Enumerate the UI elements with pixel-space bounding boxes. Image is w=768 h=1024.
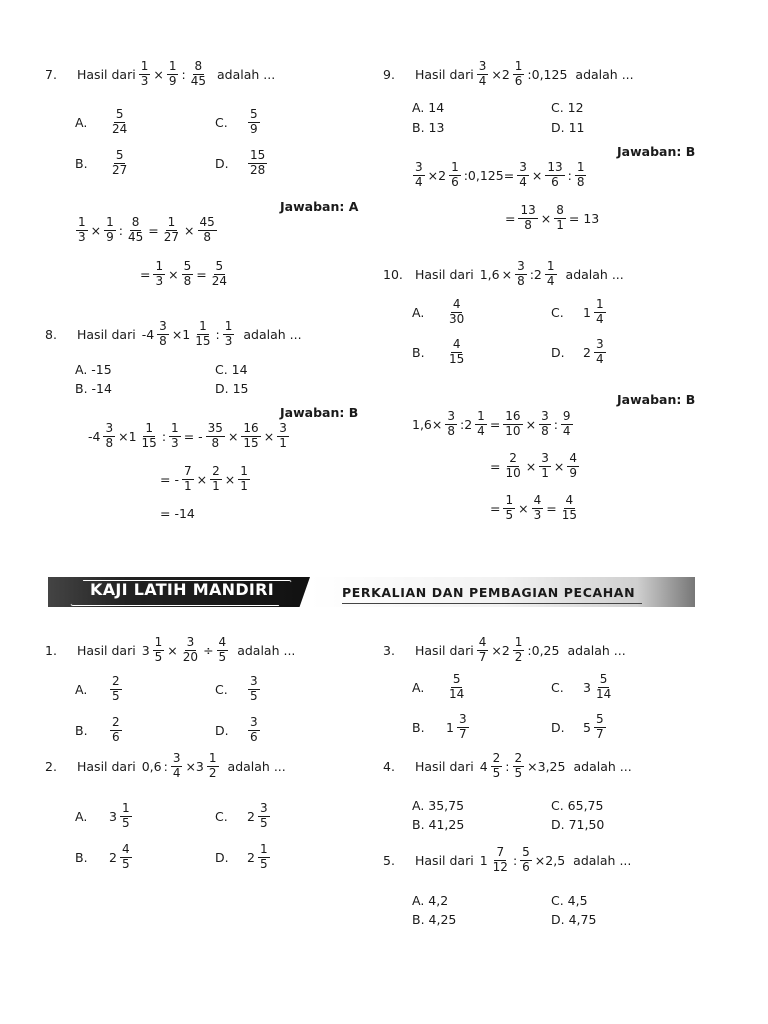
option-b: B. $\frac{2}{6}$ [75,715,120,744]
option-a: A. $\frac{4}{30}$ [412,297,465,326]
option-d: D. $\frac{3}{6}$ [215,715,258,744]
exercise-5: 5. Hasil dari 1 $\frac{7}{12}$ : $\frac{5}{6}$ ×2,5 adalah ... [383,845,632,874]
option-c: C. 1 $\frac{1}{4}$ [551,297,604,326]
option-b: B. 41,25 [412,817,465,832]
solution-result: = -14 [160,506,195,521]
option-c: C. 12 [551,100,584,115]
option-a: A. 35,75 [412,798,465,813]
option-b: B. -14 [75,381,112,396]
option-d: D. 71,50 [551,817,605,832]
option-a: A. 14 [412,100,445,115]
option-d: D. 2 $\frac{3}{4}$ [551,337,604,366]
option-a: A. $\frac{2}{5}$ [75,674,120,703]
option-d: D. 15 [215,381,249,396]
option-d: D. 2 $\frac{1}{5}$ [215,842,268,871]
solution-step: $\frac{1}{3}$ × $\frac{1}{9}$ : $\frac{8}{45}$ = $\frac{1}{27}$ × $\frac{45}{8}$ [78,215,215,244]
option-c: C. $\frac{3}{5}$ [215,674,258,703]
solution-step: = $\frac{1}{3}$ × $\frac{5}{8}$ = $\frac{5}{24}$ [140,259,228,288]
question-9: 9. Hasil dari $\frac{3}{4}$ ×2 $\frac{1}{6}$ :0,125 adalah ... [383,59,634,88]
fraction: $\frac{1}{9}$ [168,59,177,88]
option-c: C. 14 [215,362,248,377]
option-d: D. 11 [551,120,585,135]
solution-step: = $\frac{2}{10}$ × $\frac{3}{1}$ × $\frac{4}{9}$ [490,451,578,480]
exercise-3: 3. Hasil dari $\frac{4}{7}$ ×2 $\frac{1}{2}$ :0,25 adalah ... [383,635,626,664]
option-b: B. 2 $\frac{4}{5}$ [75,842,130,871]
option-b: B. 1 $\frac{3}{7}$ [412,712,467,741]
exercise-4: 4. Hasil dari 4 $\frac{2}{5}$ : $\frac{2}{5}$ ×3,25 adalah ... [383,751,632,780]
option-a: A. $\frac{5}{24}$ [75,107,128,136]
solution-step: $\frac{3}{4}$ ×2 $\frac{1}{6}$ :0,125= $\frac{3}{4}$ × $\frac{13}{6}$ : $\frac{1}{8}$ [415,160,585,189]
solution-step: = $\frac{13}{8}$ × $\frac{8}{1}$ = 13 [505,203,600,232]
option-d: D. 5 $\frac{5}{7}$ [551,712,604,741]
answer-label: Jawaban: A [280,199,359,214]
question-number: 7. [45,66,57,82]
option-a: A. 4,2 [412,893,449,908]
option-c: C. 4,5 [551,893,588,908]
answer-label: Jawaban: B [280,405,359,420]
section-title: KAJI LATIH MANDIRI [90,580,275,599]
option-b: B. 4,25 [412,912,457,927]
solution-step: 1,6× $\frac{3}{8}$ :2 $\frac{1}{4}$ = $\frac{16}{10}$ × $\frac{3}{8}$ : $\frac{9}{4}$ [412,409,571,438]
answer-label: Jawaban: B [617,144,696,159]
option-a: A. 3 $\frac{1}{5}$ [75,801,130,830]
option-c: C. 65,75 [551,798,604,813]
solution-step: = $\frac{1}{5}$ × $\frac{4}{3}$ = $\frac{4}{15}$ [490,493,578,522]
option-d: D. 4,75 [551,912,597,927]
question-10: 10. Hasil dari 1,6 × $\frac{3}{8}$ :2 $\frac{1}{4}$ adalah ... [383,259,624,288]
option-b: B. $\frac{4}{15}$ [412,337,465,366]
question-text: Hasil dari [77,66,136,82]
divider [342,603,642,604]
option-a: A. -15 [75,362,112,377]
option-c: C. $\frac{5}{9}$ [215,107,258,136]
answer-label: Jawaban: B [617,392,696,407]
question-7: 7. Hasil dari $\frac{1}{3}$ × $\frac{1}{9}$ : $\frac{8}{45}$ adalah ... [45,59,276,88]
question-8: 8. Hasil dari -4 $\frac{3}{8}$ ×1 $\frac{1}{15}$ : $\frac{1}{3}$ adalah ... [45,319,302,348]
option-b: B. $\frac{5}{27}$ [75,148,128,177]
option-c: C. 3 $\frac{5}{14}$ [551,672,612,701]
section-subtitle: PERKALIAN DAN PEMBAGIAN PECAHAN [342,585,636,600]
fraction: $\frac{1}{3}$ [140,59,149,88]
option-c: C. 2 $\frac{3}{5}$ [215,801,268,830]
exercise-2: 2. Hasil dari 0,6 : $\frac{3}{4}$ ×3 $\frac{1}{2}$ adalah ... [45,751,286,780]
solution-step: -4 $\frac{3}{8}$ ×1 $\frac{1}{15}$ : $\frac{1}{3}$ = - $\frac{35}{8}$ × $\frac{16}{15}$ × $\frac{3}{1}$ [88,421,287,450]
exercise-1: 1. Hasil dari 3 $\frac{1}{5}$ × $\frac{3}{20}$ ÷ $\frac{4}{5}$ adalah ... [45,635,296,664]
option-d: D. $\frac{15}{28}$ [215,148,266,177]
solution-step: = - $\frac{7}{1}$ × $\frac{2}{1}$ × $\frac{1}{1}$ [160,464,248,493]
option-a: A. $\frac{5}{14}$ [412,672,465,701]
option-b: B. 13 [412,120,445,135]
fraction: $\frac{8}{45}$ [190,59,206,88]
